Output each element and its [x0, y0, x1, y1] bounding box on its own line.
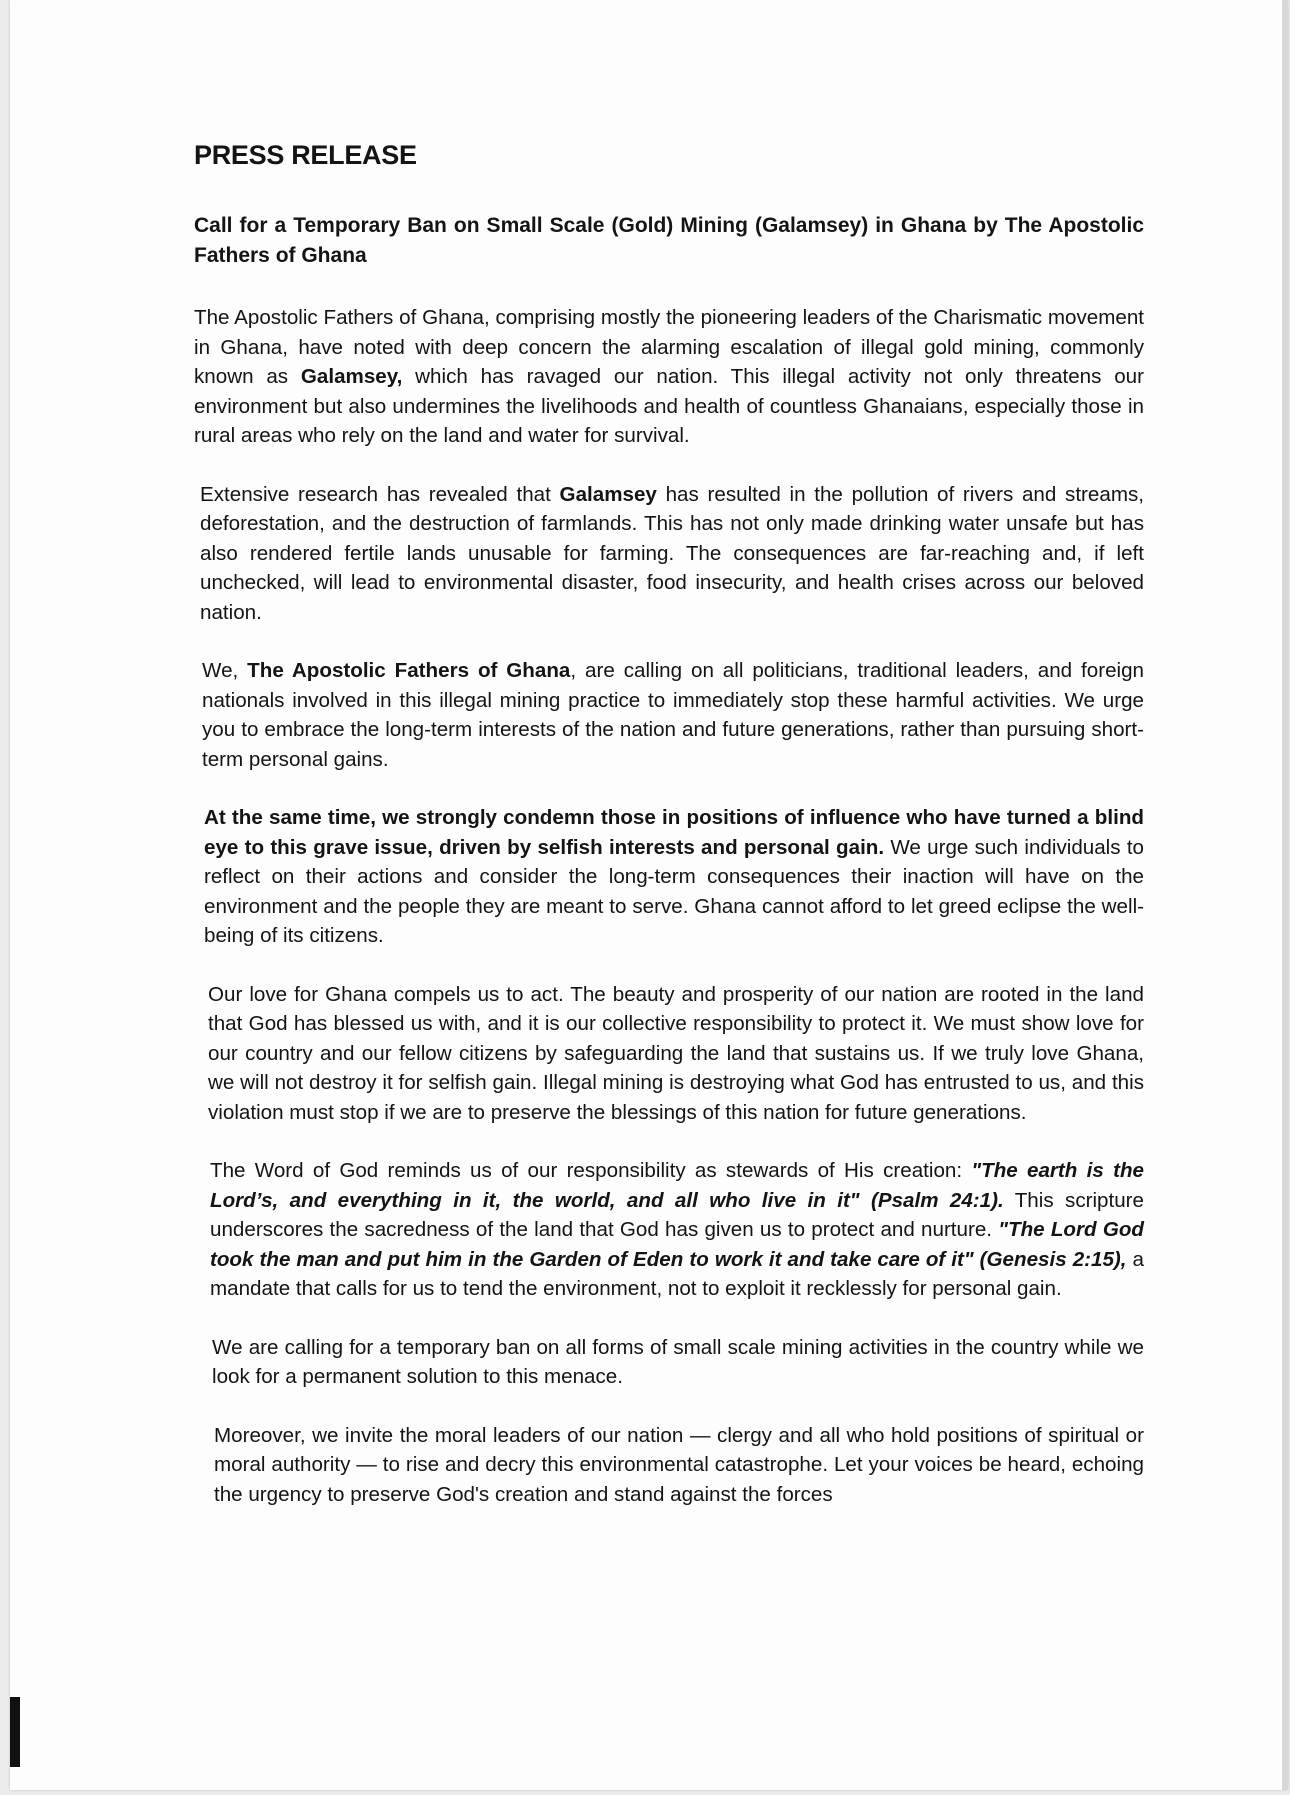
paragraph-1 — [194, 303, 1144, 451]
paragraph-6-text-a: The Word of God reminds us of our responsibility as stewards of His creation: — [210, 1159, 972, 1182]
paragraph-6-text-e: a mandate that calls for us to tend the environment, not to exploit it recklessly for personal gain. — [210, 1247, 1144, 1300]
paragraph-8: Moreover, we invite the moral leaders of our nation — clergy and all who hold positions of spiritual or moral authority — to rise and decry this environmental catastrophe. Let your voices be heard, echoing the urgency to preserve God's creation and stand against the forces — [214, 1423, 1144, 1506]
paragraph-2-bold-term: Galamsey — [559, 482, 657, 506]
paragraph-1-text-c: which has ravaged our nation. This illegal activity not only threatens our environment but also undermines the livelihoods and health of countless Ghanaians, especially those in rural areas who rely on the land and water for survival. — [194, 365, 1144, 447]
paragraph-6-text-c: This scripture underscores the sacredness of the land that God has given us to protect and nurture. — [210, 1188, 1144, 1241]
paragraph-6 — [210, 1156, 1144, 1304]
paragraph-2 — [200, 480, 1144, 628]
paragraph-1-text-a: The Apostolic Fathers of Ghana, comprising mostly the pioneering leaders of the Charismatic movement in Ghana, have noted with deep concern the alarming escalation of illegal gold mining, commonly known as — [194, 306, 1144, 388]
paragraph-3-text-a: We, — [202, 659, 248, 682]
document-heading: PRESS RELEASE — [194, 140, 417, 170]
scripture-quote-genesis: "The Lord God took the man and put him in the Garden of Eden to work it and take care of it" (Genesis 2:15), — [210, 1218, 1144, 1271]
paragraph-5: Our love for Ghana compels us to act. The beauty and prosperity of our nation are rooted in the land that God has blessed us with, and it is our collective responsibility to protect it. We must show love for our country and our fellow citizens by safeguarding the land that sustains us. If we truly love Ghana, we will not destroy it for selfish gain. Illegal mining is destroying what God has entrusted to us, and this violation must stop if we are to preserve the blessings of this nation for future generations. — [208, 982, 1144, 1124]
paragraph-1-bold-term: Galamsey, — [300, 365, 403, 388]
paragraph-4-text-b: We urge such individuals to reflect on their actions and consider the long-term consequences their inaction will have on the environment and the people they are meant to serve. Ghana cannot afford to let greed eclipse the well-being of its citizens. — [204, 835, 1144, 947]
paragraph-4 — [204, 803, 1144, 951]
paragraph-3 — [202, 656, 1144, 774]
paragraph-2-text-a: Extensive research has revealed that — [200, 482, 560, 506]
document-subject: Call for a Temporary Ban on Small Scale (Gold) Mining (Galamsey) in Ghana by The Apostolic Fathers of Ghana — [194, 214, 1144, 267]
paragraph-3-bold-term: The Apostolic Fathers of Ghana — [247, 659, 571, 682]
scripture-quote-psalm: "The earth is the Lord’s, and everything in it, the world, and all who live in it" (Psalm 24:1). — [210, 1159, 1144, 1212]
scan-edge-mark — [10, 1697, 20, 1767]
paragraph-3-text-c: , are calling on all politicians, traditional leaders, and foreign nationals involved in this illegal mining practice to immediately stop these harmful activities. We urge you to embrace the long-term interests of the nation and future generations, rather than pursuing short-term personal gains. — [202, 659, 1144, 771]
document-sheet — [10, 0, 1288, 1790]
document-content — [194, 140, 1144, 1538]
paragraph-4-bold-sentence: At the same time, we strongly condemn those in positions of influence who have turned a blind eye to this grave issue, driven by selfish interests and personal gain. — [204, 806, 1144, 859]
paragraph-7: We are calling for a temporary ban on all forms of small scale mining activities in the country while we look for a permanent solution to this menace. — [212, 1335, 1144, 1388]
paragraph-2-text-c: has resulted in the pollution of rivers and streams, deforestation, and the destruction of farmlands. This has not only made drinking water unsafe but has also rendered fertile lands unusable for farming. The consequences are far-reaching and, if left unchecked, will lead to environmental disaster, food insecurity, and health crises across our beloved nation. — [200, 482, 1144, 624]
